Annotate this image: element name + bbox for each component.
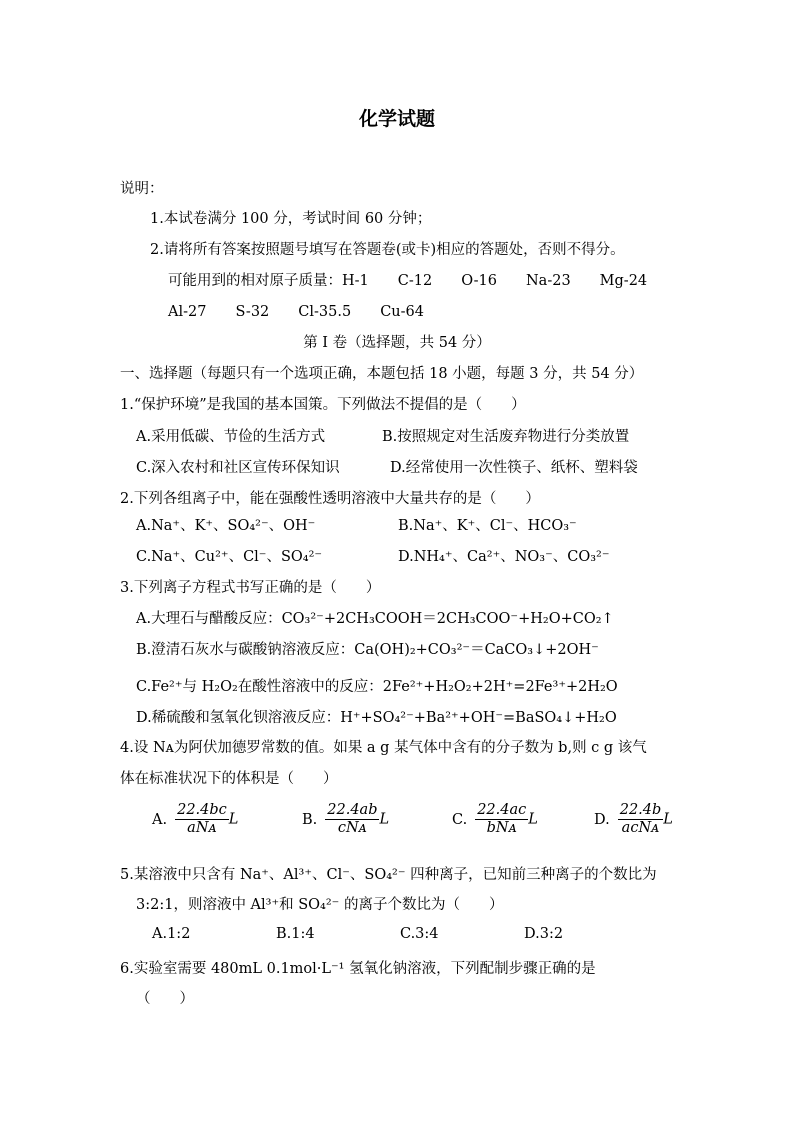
q5-stem-line-1: 5.某溶液中只含有 Na⁺、Al³⁺、Cl⁻、SO₄²⁻ 四种离子，已知前三种离子的个数比为 [120, 867, 657, 883]
instruction-item-1: 1.本试卷满分 100 分，考试时间 60 分钟； [150, 211, 432, 227]
q4-option-d-label: D. [594, 811, 610, 828]
q6-stem-line-2: （ ） [136, 991, 194, 1007]
q2-option-c: C.Na⁺、Cu²⁺、Cl⁻、SO₄²⁻ [136, 549, 323, 565]
q4-option-c-denominator: bNᴀ [486, 820, 517, 836]
q3-stem: 3.下列离子方程式书写正确的是（ ） [120, 580, 381, 596]
q4-option-d-denominator: acNᴀ [621, 820, 660, 836]
q2-option-d: D.NH₄⁺、Ca²⁺、NO₃⁻、CO₃²⁻ [398, 549, 610, 565]
q5-option-d: D.3:2 [524, 926, 564, 942]
q5-stem-line-2: 3:2:1，则溶液中 Al³⁺和 SO₄²⁻ 的离子个数比为（ ） [136, 897, 504, 913]
q4-option-a-fraction [175, 802, 229, 837]
q4-option-a-unit: L [228, 811, 239, 828]
section-title: 第 I 卷（选择题，共 54 分） [303, 335, 491, 351]
q4-option-b-numerator: 22.4ab [327, 802, 378, 818]
q4-option-d-numerator: 22.4b [619, 802, 662, 818]
instructions-header: 说明： [120, 181, 164, 197]
page-title: 化学试题 [358, 108, 435, 130]
q4-option-d-unit: L [663, 811, 673, 828]
q1-stem: 1.“保护环境”是我国的基本国策。下列做法不提倡的是（ ） [120, 397, 526, 413]
instruction-item-2: 2.请将所有答案按照题号填写在答题卷(或卡)相应的答题处，否则不得分。 [150, 242, 625, 258]
q4-option-b [302, 802, 389, 837]
q1-option-b: B.按照规定对生活废弃物进行分类放置 [382, 429, 630, 445]
q1-option-d: D.经常使用一次性筷子、纸杯、塑料袋 [390, 460, 638, 476]
q5-option-a: A.1:2 [152, 926, 191, 942]
q4-option-b-denominator: cNᴀ [337, 820, 367, 836]
q5-option-c: C.3:4 [400, 926, 439, 942]
q4-option-c-unit: L [528, 811, 538, 828]
atomic-masses-line-2: Al-27 S-32 Cl-35.5 Cu-64 [168, 304, 424, 320]
q3-option-b: B.澄清石灰水与碳酸钠溶液反应：Ca(OH)₂+CO₃²⁻＝CaCO₃↓+2OH⁻ [136, 642, 599, 658]
q4-option-a-denominator: aNᴀ [187, 820, 217, 836]
q2-stem: 2.下列各组离子中，能在强酸性透明溶液中大量共存的是（ ） [120, 491, 540, 507]
q4-option-c-fraction [475, 802, 528, 837]
q4-option-b-fraction [325, 802, 379, 837]
atomic-masses-line-1: 可能用到的相对原子质量：H-1 C-12 O-16 Na-23 Mg-24 [168, 273, 648, 289]
q2-option-a: A.Na⁺、K⁺、SO₄²⁻、OH⁻ [136, 518, 316, 534]
q4-option-d [594, 802, 673, 837]
q3-option-c: C.Fe²⁺与 H₂O₂在酸性溶液中的反应：2Fe²⁺+H₂O₂+2H⁺=2Fe³⁺+2H₂O [136, 679, 618, 695]
q5-option-b: B.1:4 [276, 926, 315, 942]
q4-option-c-numerator: 22.4ac [477, 802, 527, 818]
q4-option-b-label: B. [302, 811, 318, 828]
q4-option-b-unit: L [379, 811, 390, 828]
q4-stem-line-2: 体在标准状况下的体积是（ ） [120, 771, 338, 787]
q4-option-c-label: C. [452, 811, 468, 828]
q1-option-a: A.采用低碳、节俭的生活方式 [136, 429, 326, 445]
q4-option-a [152, 802, 238, 837]
part-heading: 一、选择题（每题只有一个选项正确，本题包括 18 小题，每题 3 分，共 54 分） [120, 366, 644, 382]
q4-option-c [452, 802, 538, 837]
q6-stem-line-1: 6.实验室需要 480mL 0.1mol·L⁻¹ 氢氧化钠溶液，下列配制步骤正确的是 [120, 961, 596, 977]
q1-option-c: C.深入农村和社区宣传环保知识 [136, 460, 340, 476]
q4-stem-line-1: 4.设 Nᴀ为阿伏加德罗常数的值。如果 a g 某气体中含有的分子数为 b,则 c g 该气 [120, 740, 647, 756]
q3-option-a: A.大理石与醋酸反应：CO₃²⁻+2CH₃COOH＝2CH₃COO⁻+H₂O+CO₂↑ [136, 611, 614, 627]
q4-option-a-numerator: 22.4bc [177, 802, 227, 818]
q2-option-b: B.Na⁺、K⁺、Cl⁻、HCO₃⁻ [398, 518, 577, 534]
q3-option-d: D.稀硫酸和氢氧化钡溶液反应：H⁺+SO₄²⁻+Ba²⁺+OH⁻=BaSO₄↓+H₂O [136, 710, 617, 726]
q4-option-d-fraction [618, 802, 664, 837]
q4-option-a-label: A. [152, 811, 168, 828]
